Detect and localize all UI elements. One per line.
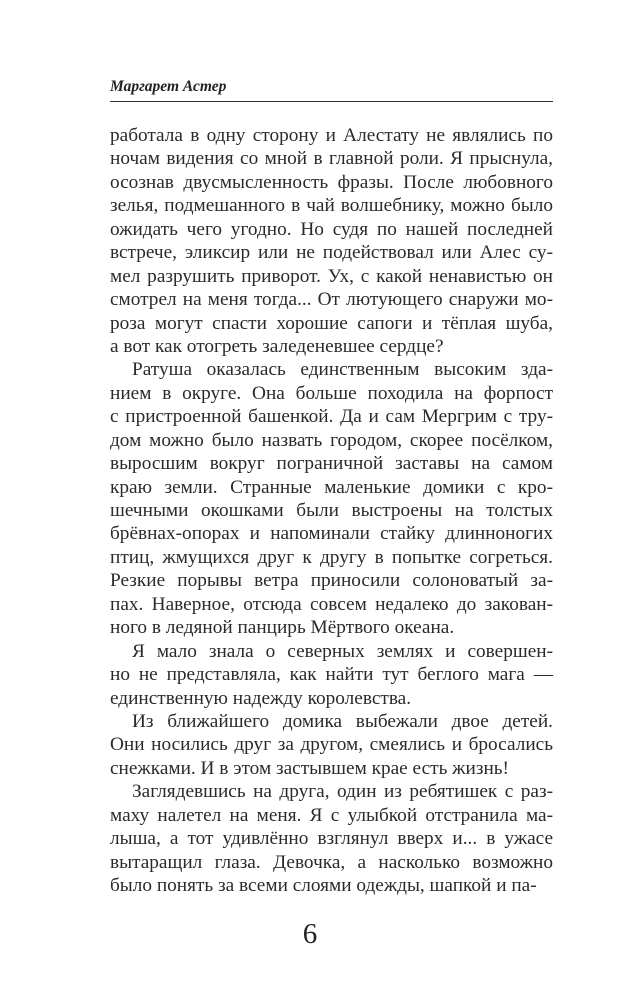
paragraph bbox=[110, 124, 553, 358]
text-line: Резкие порывы ветра приносили солоноватый за- bbox=[110, 570, 553, 592]
text-line: ночам видения со мной в главной роли. Я прыснула, bbox=[110, 148, 553, 170]
text-line: нием в округе. Она больше походила на форпост bbox=[110, 382, 553, 404]
text-line: лыша, а тот удивлённо взглянул вверх и... в ужасе bbox=[110, 828, 553, 850]
text-line: зелья, подмешанного в чай волшебнику, можно было bbox=[110, 195, 553, 217]
text-line: осознав двусмысленность фразы. После любовного bbox=[110, 171, 553, 193]
text-line: краю земли. Странные маленькие домики с кро- bbox=[110, 476, 553, 498]
text-line: мел разрушить приворот. Ух, с какой ненавистью он bbox=[110, 265, 553, 287]
paragraph bbox=[110, 640, 553, 710]
text-line: роза могут спасти хорошие сапоги и тёплая шуба, bbox=[110, 312, 553, 334]
text-line: встрече, эликсир или не подействовал или Алес су- bbox=[110, 242, 553, 264]
text-line: снежками. И в этом застывшем крае есть жизнь! bbox=[110, 757, 509, 779]
text-line: ожидать чего угодно. Но судя по нашей последней bbox=[110, 218, 553, 240]
text-line: брёвнах-опорах и напоминали стайку длинноногих bbox=[110, 523, 553, 545]
text-line: а вот как отогреть заледеневшее сердце? bbox=[110, 335, 444, 357]
text-line: вытаращил глаза. Девочка, а насколько возможно bbox=[110, 851, 553, 873]
text-line: но не представляла, как найти тут беглого мага — bbox=[110, 664, 553, 686]
text-line: единственную надежду королевства. bbox=[110, 687, 412, 709]
text-line: было понять за всеми слоями одежды, шапкой и па- bbox=[110, 875, 537, 896]
text-line: Из ближайшего домика выбежали двое детей. bbox=[132, 710, 553, 732]
text-line: птиц, жмущихся друг к другу в попытке согреться. bbox=[110, 546, 553, 568]
text-line: Они носились друг за другом, смеялись и бросались bbox=[110, 734, 553, 756]
paragraph bbox=[110, 710, 553, 780]
text-line: смотрел на меня тогда... От лютующего снаружи мо- bbox=[110, 289, 553, 311]
text-line: дом можно было назвать городом, скорее посёлком, bbox=[110, 429, 553, 451]
text-line: Я мало знала о северных землях и совершен- bbox=[132, 640, 553, 662]
text-line: шечными окошками были выстроены на толстых bbox=[110, 500, 553, 521]
text-line: пах. Наверное, отсюда совсем недалеко до закован- bbox=[110, 593, 553, 615]
page-body-text bbox=[110, 124, 553, 897]
page-number: 6 bbox=[302, 918, 318, 950]
text-line: Заглядевшись на друга, один из ребятишек с раз- bbox=[132, 781, 553, 803]
text-line: выросшим вокруг пограничной заставы на самом bbox=[110, 453, 553, 475]
paragraph bbox=[110, 358, 553, 639]
text-line: Ратуша оказалась единственным высоким зда- bbox=[132, 359, 553, 381]
text-line: с пристроенной башенкой. Да и сам Мергрим с тру- bbox=[110, 406, 553, 428]
running-header bbox=[110, 74, 553, 102]
paragraph bbox=[110, 780, 553, 897]
text-line: маху налетел на меня. Я с улыбкой отстранила ма- bbox=[110, 804, 553, 826]
text-line: ного в ледяной панцирь Мёртвого океана. bbox=[110, 617, 455, 639]
header-author: Маргарет Астер bbox=[110, 78, 227, 95]
text-line: работала в одну сторону и Алестату не являлись по bbox=[110, 125, 553, 146]
